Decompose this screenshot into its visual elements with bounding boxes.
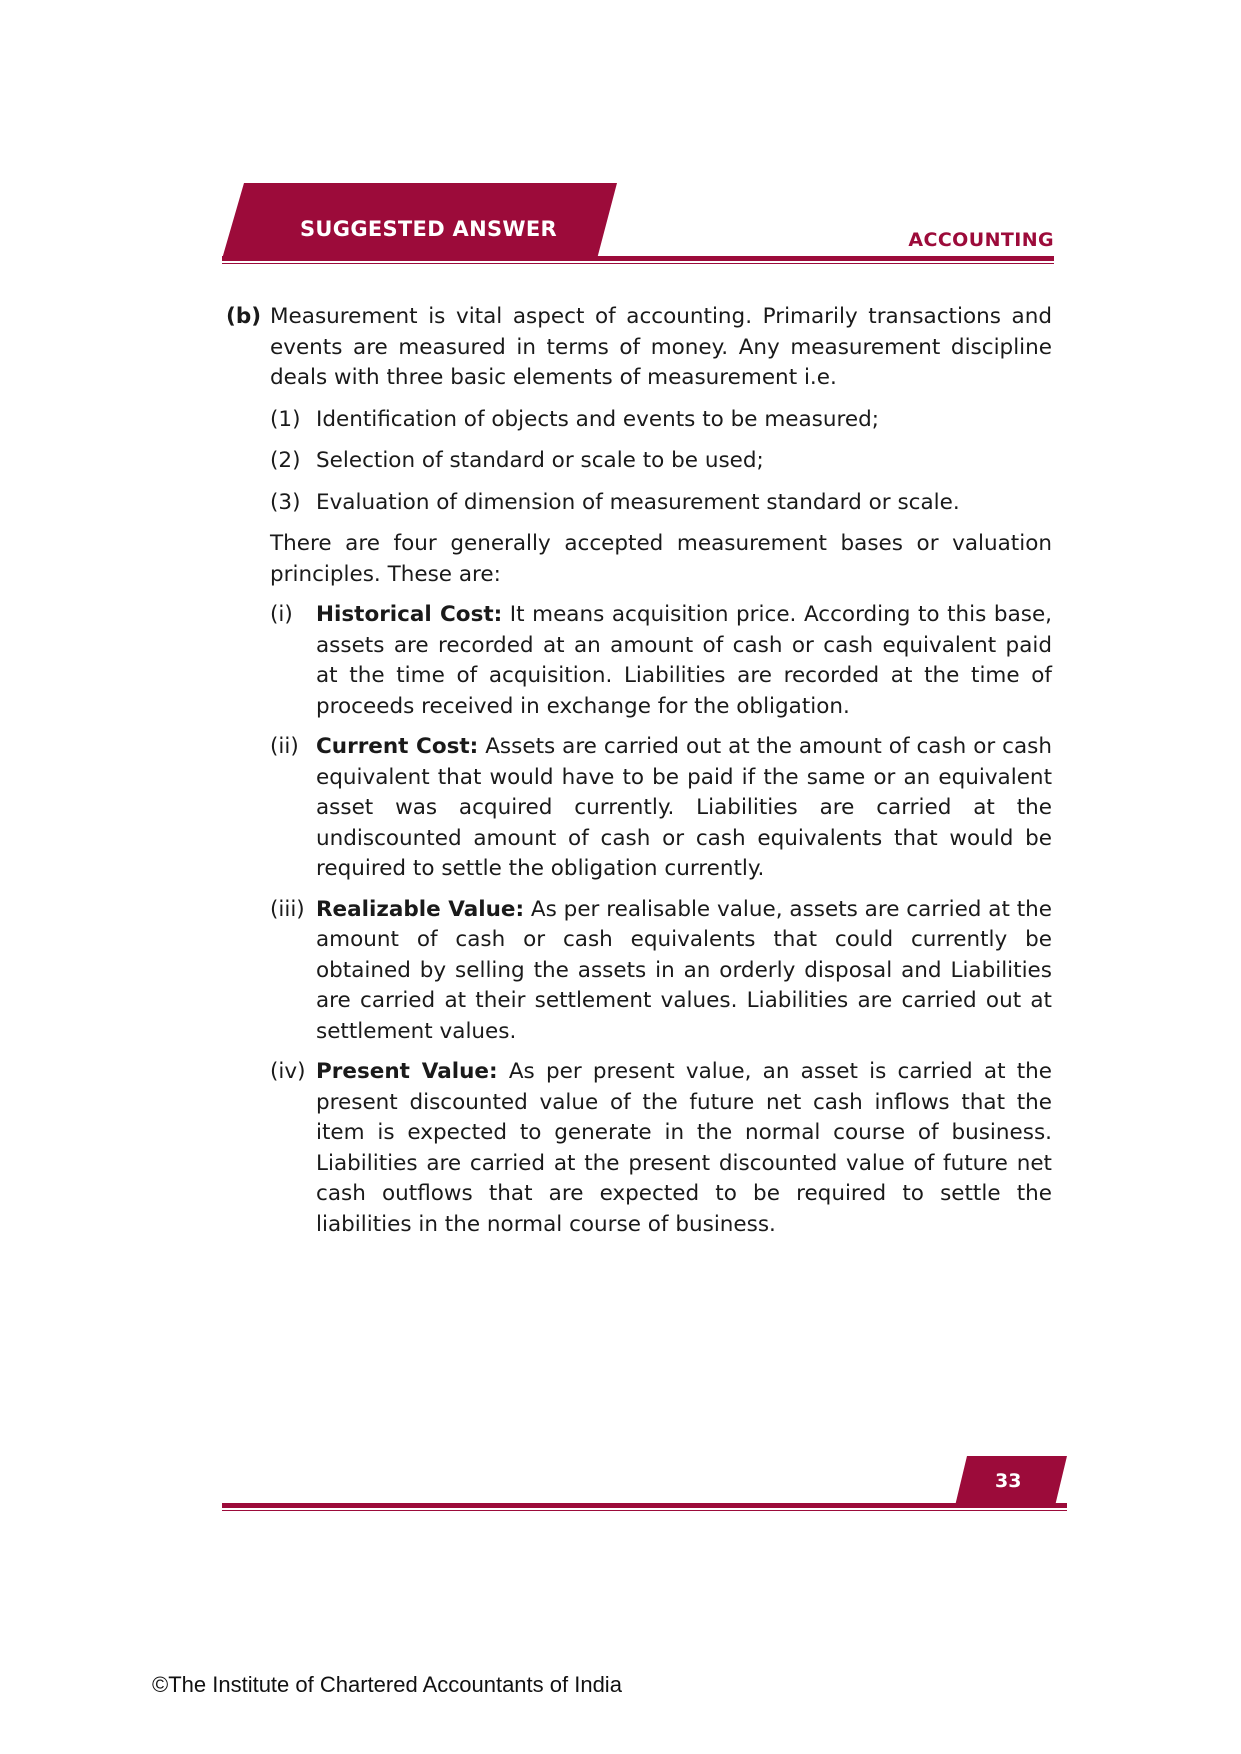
copyright-notice: ©The Institute of Chartered Accountants of India bbox=[152, 1672, 622, 1697]
element-text: Identification of objects and events to be measured; bbox=[316, 406, 879, 432]
header-subject: ACCOUNTING bbox=[908, 229, 1054, 251]
footer-rule-thin bbox=[222, 1510, 1067, 1511]
element-number: (3) bbox=[270, 489, 301, 515]
element-text: Selection of standard or scale to be used; bbox=[316, 448, 764, 473]
basis-title: Realizable Value: bbox=[316, 896, 525, 922]
basis-title: Present Value: bbox=[316, 1059, 498, 1084]
basis-text bbox=[316, 600, 1052, 722]
basis-description: Assets are carried out at the amount of cash or cash equivalent that would have to be paid if the same or an equivalent asset was acquired currently. Liabilities are carried at the undiscounted amount of cash or cash equivalents that would be required to settle the obligation currently. bbox=[316, 734, 1052, 881]
answer-intro: Measurement is vital aspect of accounting. Primarily transactions and events are measured in terms of money. Any measurement discipline deals with three basic elements of measurement i.e. bbox=[270, 304, 1052, 390]
answer-paragraph bbox=[226, 302, 1052, 1240]
header-rule bbox=[222, 256, 1054, 261]
element-item bbox=[270, 405, 1052, 436]
basis-number: (iv) bbox=[270, 1059, 306, 1084]
basis-item bbox=[270, 732, 1052, 885]
element-text: Evaluation of dimension of measurement standard or scale. bbox=[316, 489, 960, 515]
element-number: (2) bbox=[270, 448, 301, 473]
basis-number: (i) bbox=[270, 602, 293, 627]
basis-number: (iii) bbox=[270, 896, 305, 922]
basis-text bbox=[316, 732, 1052, 885]
header-rule-thin bbox=[222, 263, 1054, 264]
basis-description: It means acquisition price. According to this base, assets are recorded at an amount of cash or cash equivalent paid at the time of acquisition. Liabilities are recorded at the time of proceeds received in exchange for the obligation. bbox=[316, 602, 1053, 719]
answer-label: (b) bbox=[226, 304, 262, 329]
basis-item bbox=[270, 600, 1052, 722]
footer-rule bbox=[222, 1503, 1067, 1508]
element-item bbox=[270, 488, 1052, 519]
basis-item bbox=[270, 1057, 1052, 1240]
basis-title: Historical Cost: bbox=[316, 602, 503, 627]
basis-title: Current Cost: bbox=[316, 734, 479, 759]
bases-intro: There are four generally accepted measurement bases or valuation principles. These are: bbox=[270, 531, 1052, 587]
answer-content bbox=[226, 302, 1052, 1240]
answer-body bbox=[270, 302, 1052, 1240]
element-number: (1) bbox=[270, 406, 301, 432]
basis-text bbox=[316, 1057, 1052, 1240]
basis-text bbox=[316, 895, 1052, 1048]
basis-number: (ii) bbox=[270, 734, 299, 759]
basis-description: As per realisable value, assets are carried at the amount of cash or cash equivalents that could currently be obtained by selling the assets in an orderly disposal and Liabilities are carried at their settlement values. Liabilities are carried out at settlement values. bbox=[316, 896, 1053, 1044]
header-tab-label: SUGGESTED ANSWER bbox=[300, 217, 557, 241]
element-item bbox=[270, 446, 1052, 477]
page-number: 33 bbox=[995, 1470, 1022, 1492]
basis-item bbox=[270, 895, 1052, 1048]
basis-description: As per present value, an asset is carried at the present discounted value of the future net cash inflows that the item is expected to generate in the normal course of business. Liabilities are carried at the present discounted value of future net cash outflows that are expected to be required to settle the liabilities in the normal course of business. bbox=[316, 1059, 1053, 1237]
